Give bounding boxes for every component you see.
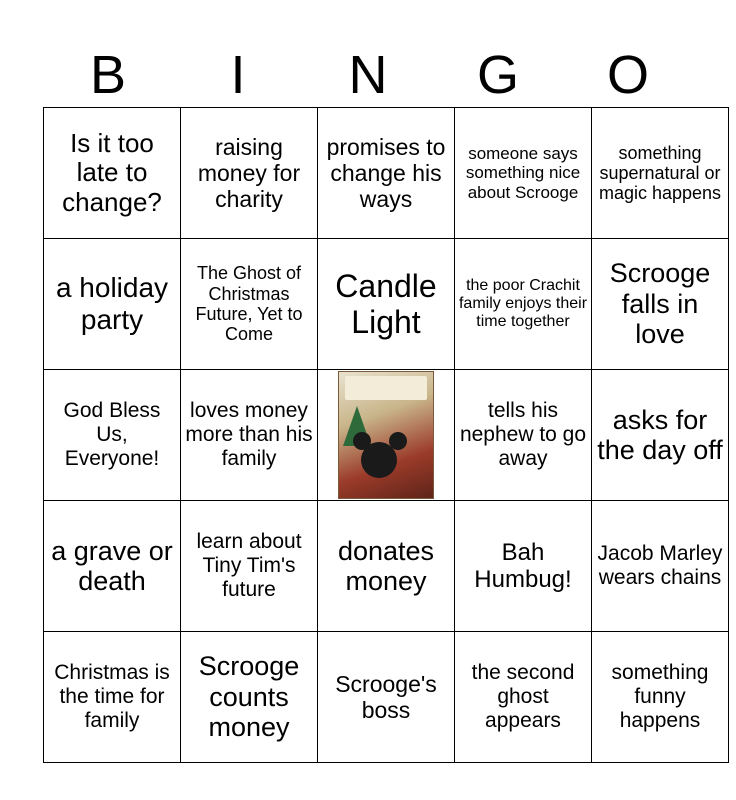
bingo-cell[interactable]: Bah Humbug! [455,501,592,632]
grid-row [44,239,729,370]
header-letter-i: I [230,45,246,105]
bingo-cell[interactable]: a holiday party [44,239,181,370]
grid-row [44,370,729,501]
bingo-cell[interactable]: the second ghost appears [455,632,592,763]
bingo-cell[interactable]: Jacob Marley wears chains [592,501,729,632]
bingo-cell[interactable]: God Bless Us, Everyone! [44,370,181,501]
grid-row [44,108,729,239]
bingo-cell[interactable]: tells his nephew to go away [455,370,592,501]
book-cover-image [338,371,434,499]
bingo-cell[interactable]: Scrooge's boss [318,632,455,763]
bingo-header [43,42,693,108]
bingo-cell[interactable]: learn about Tiny Tim's future [181,501,318,632]
header-letter-b: B [89,45,127,105]
bingo-cell[interactable]: something funny happens [592,632,729,763]
grid-row [44,501,729,632]
header-letter-n: N [348,45,388,105]
bingo-cell[interactable]: Christmas is the time for family [44,632,181,763]
bingo-cell[interactable]: raising money for charity [181,108,318,239]
bingo-cell[interactable]: Candle Light [318,239,455,370]
bingo-cell[interactable]: loves money more than his family [181,370,318,501]
bingo-cell[interactable]: Is it too late to change? [44,108,181,239]
bingo-cell[interactable]: the poor Crachit family enjoys their time together [455,239,592,370]
bingo-cell[interactable]: donates money [318,501,455,632]
bingo-cell[interactable]: a grave or death [44,501,181,632]
bingo-cell[interactable]: someone says something nice about Scrooge [455,108,592,239]
bingo-cell[interactable]: Scrooge falls in love [592,239,729,370]
book-title-banner [345,376,427,400]
bingo-cell[interactable]: asks for the day off [592,370,729,501]
mouse-head [361,442,397,478]
header-letter-g: G [476,45,519,105]
bingo-cell[interactable]: Scrooge counts money [181,632,318,763]
bingo-grid [43,107,729,763]
bingo-cell[interactable]: promises to change his ways [318,108,455,239]
bingo-cell[interactable]: The Ghost of Christmas Future, Yet to Come [181,239,318,370]
grid-row [44,632,729,763]
free-space-cell[interactable] [318,370,455,501]
header-letter-o: O [606,45,649,105]
bingo-cell[interactable]: something supernatural or magic happens [592,108,729,239]
